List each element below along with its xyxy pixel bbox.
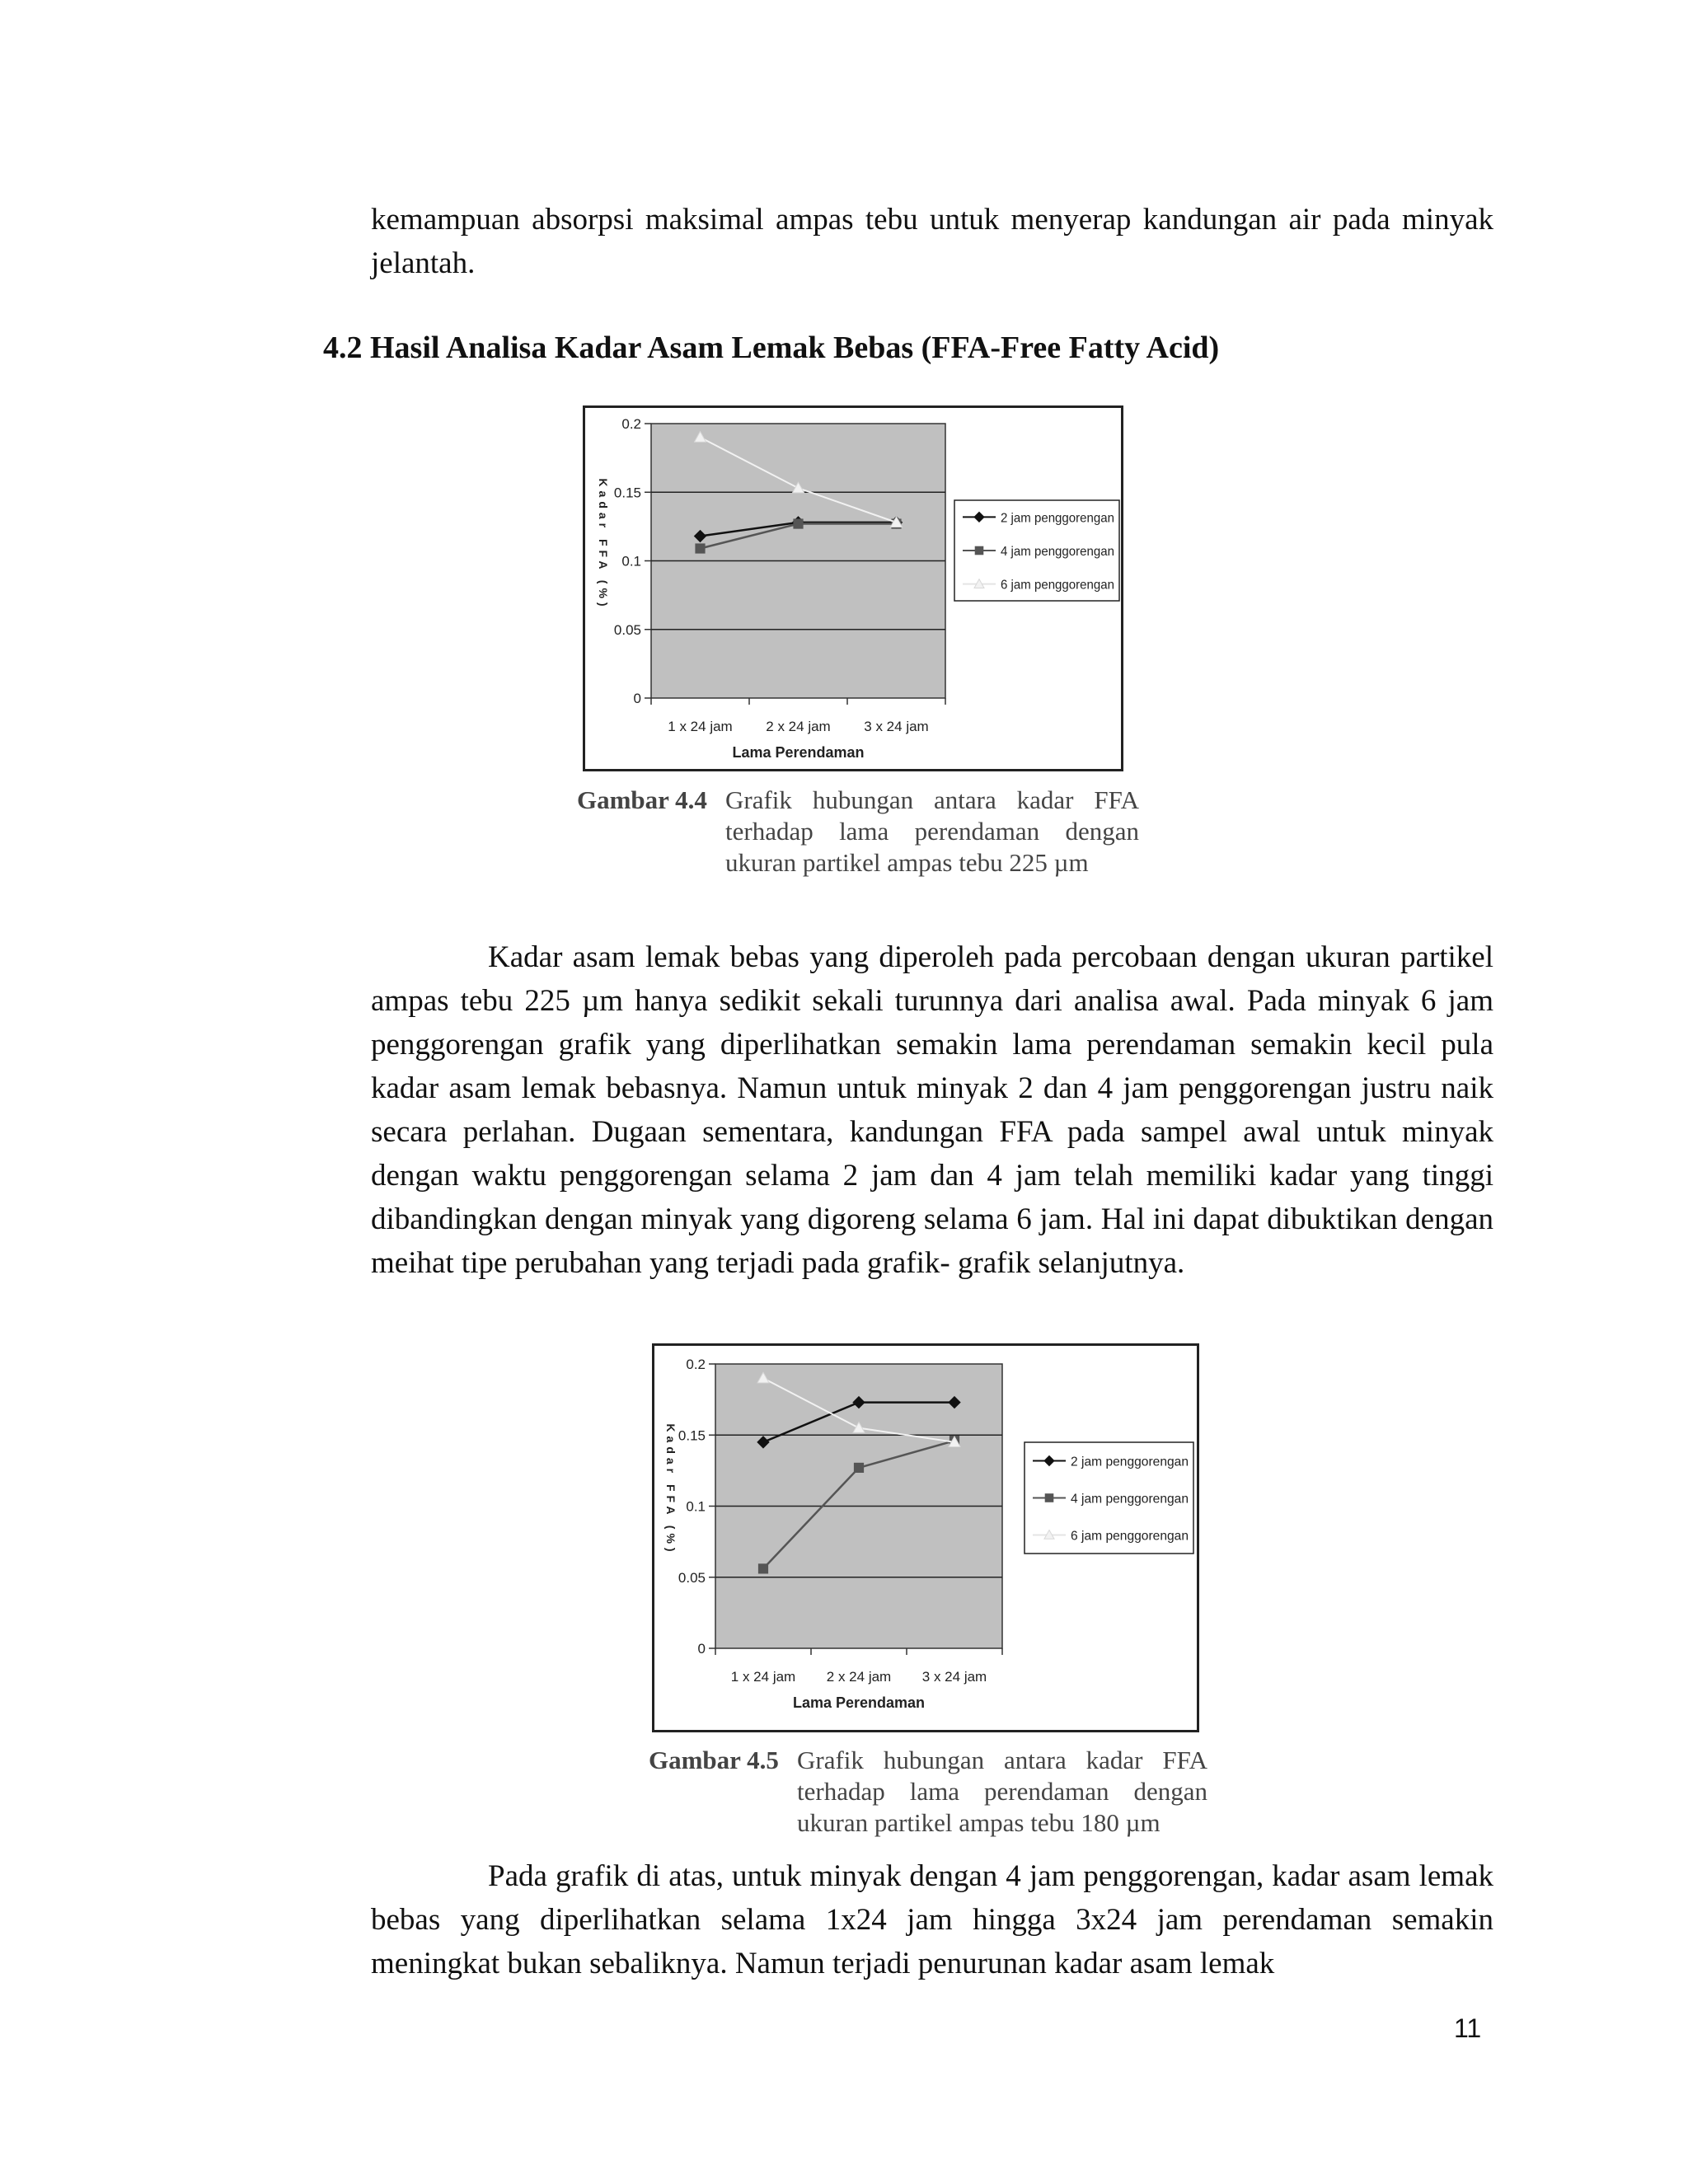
caption-label: Gambar 4.4 — [577, 785, 707, 814]
y-tick-label: 0 — [697, 1641, 706, 1657]
data-point — [696, 544, 705, 553]
y-tick-label: 0.05 — [678, 1569, 706, 1586]
x-tick-label: 2 x 24 jam — [826, 1669, 892, 1685]
y-tick-label: 0 — [633, 691, 641, 706]
paragraph-analysis: Kadar asam lemak bebas yang diperoleh pada percobaan dengan ukuran partikel ampas tebu 225 µm hanya sedikit sekali turunnya dari analisa awal. Pada minyak 6 jam penggorengan grafik yang diperlihatkan semakin lama perendaman semakin kecil pula kadar asam lemak bebasnya. Namun untuk minyak 2 dan 4 jam penggorengan justru naik secara perlahan. Dugaan sementara, kandungan FFA pada sampel awal untuk minyak dengan waktu penggorengan selama 2 jam dan 4 jam telah memiliki kadar yang tinggi dibandingkan dengan minyak yang digoreng selama 6 jam. Hal ini dapat dibuktikan dengan meihat tipe perubahan yang terjadi pada grafik- grafik selanjutnya. — [371, 940, 1493, 1280]
legend-label: 4 jam penggorengan — [1001, 545, 1114, 559]
legend-label: 2 jam penggorengan — [1071, 1455, 1189, 1469]
ffa-chart-225 — [583, 405, 1123, 771]
x-axis-label: Lama Perendaman — [792, 1694, 926, 1711]
x-tick-label: 1 x 24 jam — [730, 1669, 796, 1685]
figure-4-4-caption — [577, 785, 1139, 883]
caption-line: ukuran partikel ampas tebu 225 µm — [725, 848, 1089, 877]
legend-label: 6 jam penggorengan — [1001, 578, 1114, 593]
y-tick-label: 0.15 — [613, 485, 641, 501]
paragraph-intro: kemampuan absorpsi maksimal ampas tebu untuk menyerap kandungan air pada minyak jelantah. — [371, 203, 1493, 280]
legend-label: 2 jam penggorengan — [1001, 511, 1114, 526]
y-tick-label: 0.1 — [686, 1498, 706, 1515]
caption-line: terhadap lama perendaman dengan — [797, 1777, 1207, 1806]
caption-line: Grafik hubungan antara kadar FFA — [797, 1746, 1207, 1774]
section-heading: 4.2 Hasil Analisa Kadar Asam Lemak Bebas (FFA-Free Fatty Acid) — [323, 330, 1220, 365]
y-axis-label: Kadar FFA (%) — [597, 478, 610, 611]
y-tick-label: 0.15 — [678, 1427, 706, 1444]
x-tick-label: 3 x 24 jam — [921, 1669, 987, 1685]
caption-line: Grafik hubungan antara kadar FFA — [725, 785, 1139, 814]
caption-line: terhadap lama perendaman dengan — [725, 817, 1139, 846]
y-tick-label: 0.05 — [613, 621, 641, 638]
data-point — [794, 519, 803, 528]
figure-4-5 — [652, 1343, 1199, 1732]
ffa-chart-180 — [652, 1343, 1199, 1732]
data-point — [758, 1564, 767, 1573]
y-tick-label: 0.1 — [621, 553, 641, 569]
y-axis-label: Kadar FFA (%) — [664, 1423, 678, 1556]
x-tick-label: 2 x 24 jam — [766, 719, 831, 734]
caption-label: Gambar 4.5 — [649, 1746, 779, 1774]
caption-line: ukuran partikel ampas tebu 180 µm — [797, 1808, 1160, 1837]
page-number: 11 — [1454, 2013, 1482, 2043]
x-tick-label: 1 x 24 jam — [668, 719, 733, 734]
legend-label: 6 jam penggorengan — [1071, 1529, 1189, 1544]
figure-4-4 — [583, 405, 1123, 771]
y-tick-label: 0.2 — [621, 416, 641, 432]
legend-marker — [975, 546, 983, 555]
legend-label: 4 jam penggorengan — [1071, 1492, 1189, 1507]
x-axis-label: Lama Perendaman — [732, 744, 865, 761]
figure-4-5-caption — [649, 1745, 1207, 1844]
paragraph-continued: Pada grafik di atas, untuk minyak dengan 4 jam penggorengan, kadar asam lemak bebas yang diperlihatkan selama 1x24 jam hingga 3x24 jam perendaman semakin meningkat bukan sebaliknya. Namun terjadi penurunan kadar asam lemak — [371, 1859, 1493, 1980]
legend-marker — [1045, 1494, 1053, 1502]
y-tick-label: 0.2 — [686, 1357, 706, 1372]
data-point — [854, 1463, 863, 1472]
x-tick-label: 3 x 24 jam — [864, 719, 929, 734]
